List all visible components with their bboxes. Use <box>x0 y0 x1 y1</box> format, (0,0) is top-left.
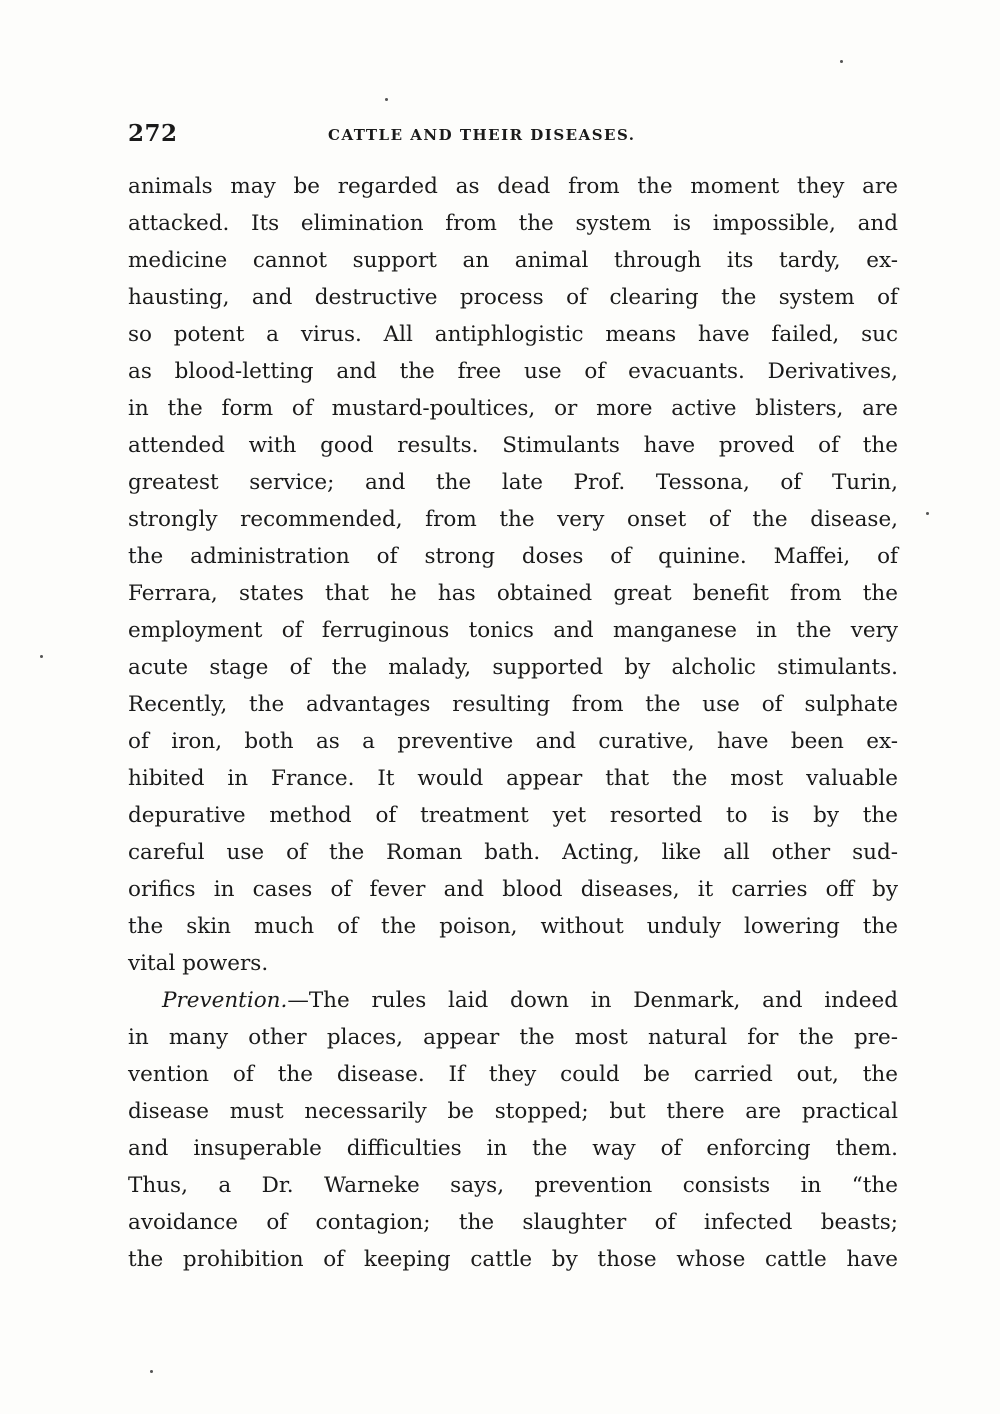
text-line: medicine cannot support an animal through its tardy, ex- <box>128 248 898 273</box>
print-speck <box>926 512 929 515</box>
print-speck <box>150 1370 153 1373</box>
text-line: animals may be regarded as dead from the moment they are <box>128 174 898 199</box>
body-text <box>128 168 898 1278</box>
print-speck <box>385 98 388 101</box>
text-line: so potent a virus. All antiphlogistic means have failed, suc <box>128 322 898 347</box>
text-line: Thus, a Dr. Warneke says, prevention consists in “the <box>128 1173 898 1198</box>
text-line: depurative method of treatment yet resorted to is by the <box>128 803 898 828</box>
text-line: the prohibition of keeping cattle by those whose cattle have <box>128 1247 898 1272</box>
text-line: hausting, and destructive process of clearing the system of <box>128 285 898 310</box>
text-line: as blood-letting and the free use of evacuants. Derivatives, <box>128 359 898 384</box>
text-line: and insuperable difficulties in the way of enforcing them. <box>128 1136 898 1161</box>
running-title: CATTLE AND THEIR DISEASES. <box>328 126 636 144</box>
text-line: the skin much of the poison, without unduly lowering the <box>128 914 898 939</box>
text-line: Ferrara, states that he has obtained great benefit from the <box>128 581 898 606</box>
text-line: greatest service; and the late Prof. Tessona, of Turin, <box>128 470 898 495</box>
prevention-heading: Prevention. <box>162 988 288 1013</box>
text-line: in many other places, appear the most natural for the pre- <box>128 1025 898 1050</box>
text-line: vention of the disease. If they could be carried out, the <box>128 1062 898 1087</box>
text-line: acute stage of the malady, supported by alcholic stimulants. <box>128 655 898 680</box>
text-line: employment of ferruginous tonics and manganese in the very <box>128 618 898 643</box>
text-line: disease must necessarily be stopped; but there are practical <box>128 1099 898 1124</box>
page-header <box>128 120 898 152</box>
text-line: avoidance of contagion; the slaughter of infected beasts; <box>128 1210 898 1235</box>
text-line-paragraph-end: vital powers. <box>128 951 269 976</box>
text-line: in the form of mustard-poultices, or more active blisters, are <box>128 396 898 421</box>
page-number: 272 <box>128 120 178 147</box>
text-line: orifics in cases of fever and blood diseases, it carries off by <box>128 877 898 902</box>
print-speck <box>40 655 43 658</box>
text-line: attended with good results. Stimulants have proved of the <box>128 433 898 458</box>
text-line: careful use of the Roman bath. Acting, like all other sud- <box>128 840 898 865</box>
text-line: of iron, both as a preventive and curative, have been ex- <box>128 729 898 754</box>
text-line: the administration of strong doses of quinine. Maffei, of <box>128 544 898 569</box>
text-line: hibited in France. It would appear that the most valuable <box>128 766 898 791</box>
prevention-first-line-text: —The rules laid down in Denmark, and indeed <box>287 988 898 1013</box>
text-line: Recently, the advantages resulting from the use of sulphate <box>128 692 898 717</box>
print-speck <box>840 60 843 63</box>
text-line: strongly recommended, from the very onset of the disease, <box>128 507 898 532</box>
prevention-first-line <box>128 982 898 1019</box>
text-line: attacked. Its elimination from the system is impossible, and <box>128 211 898 236</box>
